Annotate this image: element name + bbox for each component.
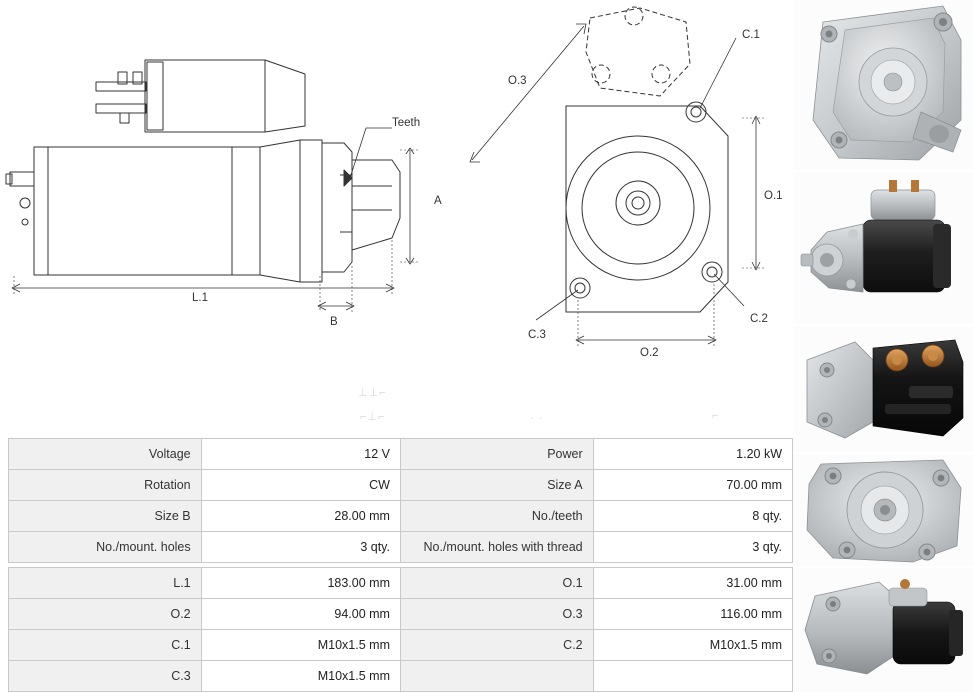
spec-label: Voltage [9, 439, 202, 470]
spec-label: No./mount. holes with thread [400, 532, 593, 563]
spec-value: 94.00 mm [201, 599, 400, 630]
spec-label: Size B [9, 501, 202, 532]
table-row [9, 439, 793, 470]
starter-photo-side[interactable] [793, 172, 973, 324]
spec-value: 8 qty. [593, 501, 792, 532]
table-row [9, 470, 793, 501]
specifications-table [8, 438, 793, 692]
spec-value: 3 qty. [593, 532, 792, 563]
spec-value: 183.00 mm [201, 568, 400, 599]
starter-photo-rear-angle[interactable] [793, 568, 973, 692]
spec-label: C.2 [400, 630, 593, 661]
spec-value: 31.00 mm [593, 568, 792, 599]
label-l1: L.1 [192, 292, 208, 304]
spec-value: 28.00 mm [201, 501, 400, 532]
spec-label: C.1 [9, 630, 202, 661]
spec-label: Size A [400, 470, 593, 501]
spec-value: 116.00 mm [593, 599, 792, 630]
label-a: A [434, 195, 442, 207]
spec-label: Power [400, 439, 593, 470]
faint-mark-2: ⌐⊥⌐ [360, 411, 386, 423]
starter-photo-solenoid-top[interactable] [793, 326, 973, 452]
starter-photo-front-angle[interactable] [793, 0, 973, 170]
label-o2: O.2 [640, 347, 659, 359]
table-row [9, 568, 793, 599]
table-row [9, 661, 793, 692]
spec-label: O.3 [400, 599, 593, 630]
spec-value: 12 V [201, 439, 400, 470]
label-teeth: Teeth [392, 117, 421, 129]
spec-label: C.3 [9, 661, 202, 692]
label-o3: O.3 [508, 75, 527, 87]
spec-label: O.2 [9, 599, 202, 630]
label-o1: O.1 [764, 190, 783, 202]
spec-value [593, 661, 792, 692]
table-row [9, 501, 793, 532]
spec-label: No./mount. holes [9, 532, 202, 563]
label-c1: C.1 [742, 29, 760, 41]
spec-value: M10x1.5 mm [201, 630, 400, 661]
label-c2: C.2 [750, 313, 768, 325]
starter-photo-mounting-face[interactable] [793, 454, 973, 566]
label-c3: C.3 [528, 329, 546, 341]
faint-mark-3: · · [530, 412, 544, 424]
faint-mark-4: ⌐ [712, 410, 720, 422]
spec-value: 70.00 mm [593, 470, 792, 501]
spec-value: 3 qty. [201, 532, 400, 563]
table-row [9, 630, 793, 661]
spec-value: 1.20 kW [593, 439, 792, 470]
spec-label: O.1 [400, 568, 593, 599]
spec-label: Rotation [9, 470, 202, 501]
table-row [9, 599, 793, 630]
label-b: B [330, 316, 338, 328]
faint-mark-1: ⊥⊥⌐ [358, 387, 387, 399]
spec-label: L.1 [9, 568, 202, 599]
spec-value: M10x1.5 mm [201, 661, 400, 692]
spec-label: No./teeth [400, 501, 593, 532]
spec-label [400, 661, 593, 692]
product-photo-column [793, 0, 973, 692]
spec-value: CW [201, 470, 400, 501]
table-row [9, 532, 793, 563]
spec-value: M10x1.5 mm [593, 630, 792, 661]
